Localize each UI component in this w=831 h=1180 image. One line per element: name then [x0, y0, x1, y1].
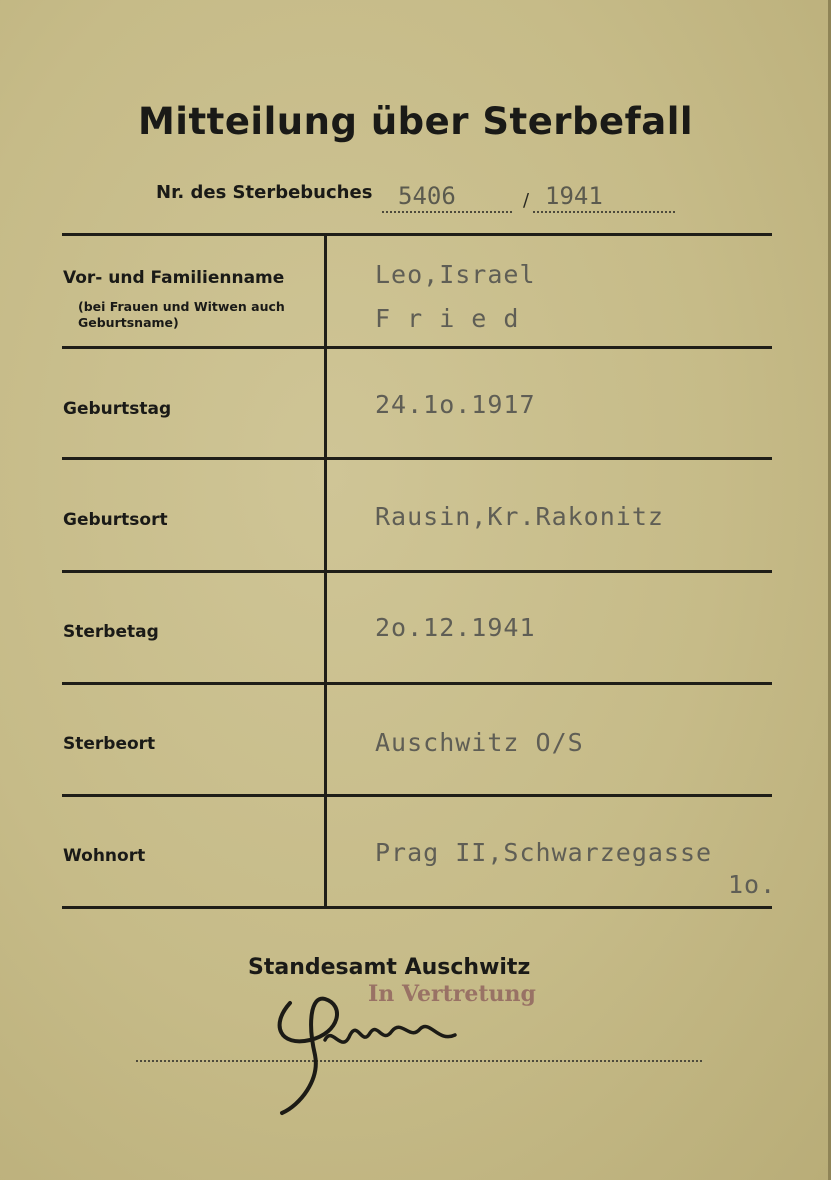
register-year-line — [533, 211, 675, 213]
field-value-birthplace: Rausin,Kr.Rakonitz — [375, 502, 664, 531]
field-value-death-date: 2o.12.1941 — [375, 613, 536, 642]
field-label-birthdate: Geburtstag — [63, 399, 172, 419]
row-divider — [62, 346, 772, 349]
row-divider — [62, 794, 772, 797]
register-label: Nr. des Sterbebuches — [156, 182, 373, 203]
field-label-birthplace: Geburtsort — [63, 510, 168, 530]
field-value-birthdate: 24.1o.1917 — [375, 390, 536, 419]
table-top-rule — [62, 233, 772, 236]
register-number: 5406 — [398, 182, 456, 210]
table-bottom-rule — [62, 906, 772, 909]
row-divider — [62, 570, 772, 573]
document-title: Mitteilung über Sterbefall — [137, 100, 694, 143]
row-divider — [62, 457, 772, 460]
column-divider — [324, 236, 327, 906]
handwritten-signature — [270, 985, 480, 1120]
field-value-residence-street: Prag II,Schwarzegasse — [375, 838, 713, 867]
field-note-name: (bei Frauen und Witwen auch Geburtsname) — [78, 299, 285, 330]
field-label-name: Vor- und Familienname — [63, 268, 285, 288]
field-value-family-name: F r i e d — [375, 304, 520, 333]
field-value-death-place: Auschwitz O/S — [375, 728, 584, 757]
field-value-residence-number: 1o. — [728, 870, 777, 899]
register-number-line — [382, 211, 512, 213]
field-label-death-place: Sterbeort — [63, 734, 156, 754]
registry-office-name: Standesamt Auschwitz — [248, 955, 531, 980]
register-year: 1941 — [545, 182, 603, 210]
field-value-given-names: Leo,Israel — [375, 260, 536, 289]
field-label-residence: Wohnort — [63, 846, 146, 866]
row-divider — [62, 682, 772, 685]
field-label-death-date: Sterbetag — [63, 622, 159, 642]
register-separator: / — [523, 190, 530, 211]
deputy-stamp: In Vertretung — [368, 981, 536, 1007]
